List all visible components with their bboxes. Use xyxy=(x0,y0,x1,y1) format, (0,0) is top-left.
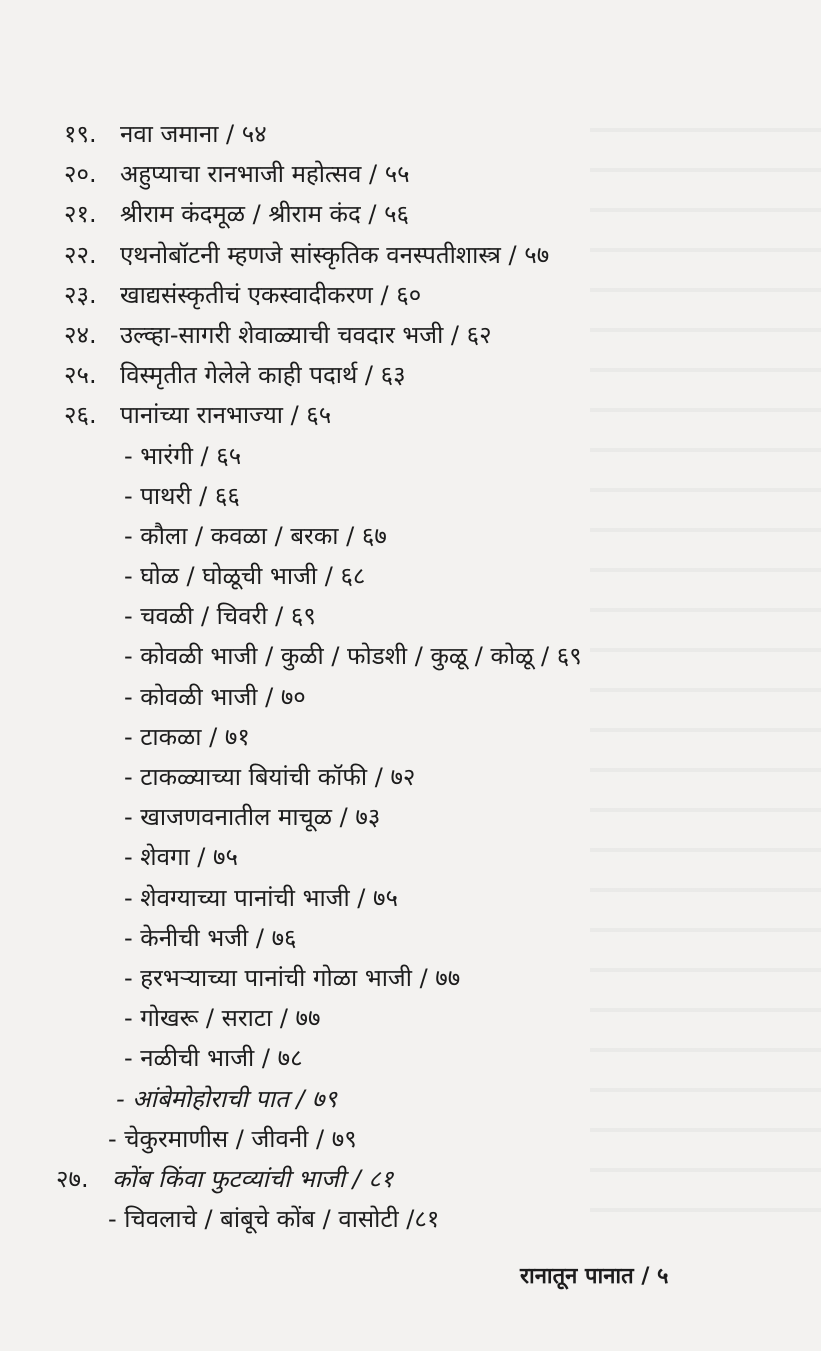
toc-entry-text: कोंब किंवा फुटव्यांची भाजी / ८१ xyxy=(112,1164,394,1193)
toc-entry-text: पानांच्या रानभाज्या / ६५ xyxy=(120,401,332,430)
toc-entry-text: - कौला / कवळा / बरका / ६७ xyxy=(124,521,387,550)
toc-entry-text: - टाकळ्याच्या बियांची कॉफी / ७२ xyxy=(124,763,416,791)
toc-entry xyxy=(0,114,821,154)
toc-entry-text: श्रीराम कंदमूळ / श्रीराम कंद / ५६ xyxy=(120,200,410,229)
toc-entry-text: - खाजणवनातील माचूळ / ७३ xyxy=(124,803,381,832)
page-footer: रानातून पानात / ५ xyxy=(520,1264,669,1289)
toc-entry-text: खाद्यसंस्कृतीचं एकस्वादीकरण / ६० xyxy=(120,280,422,309)
toc-entry-text: - चेकुरमाणीस / जीवनी / ७९ xyxy=(108,1124,357,1153)
toc-sub-entry xyxy=(0,1119,821,1159)
toc-entry-text: - गोखरू / सराटा / ७७ xyxy=(124,1004,321,1033)
toc-sub-entry xyxy=(0,878,821,918)
toc-entry-text: नवा जमाना / ५४ xyxy=(120,120,267,148)
table-of-contents xyxy=(0,114,821,1239)
toc-entry-number: २७. xyxy=(56,1164,89,1193)
toc-entry-number: २२. xyxy=(64,240,97,269)
toc-entry-text: - हरभऱ्याच्या पानांची गोळा भाजी / ७७ xyxy=(124,963,461,992)
toc-entry-text: - केनीची भजी / ७६ xyxy=(124,923,297,952)
toc-sub-entry xyxy=(0,1038,821,1078)
toc-entry-number: २१. xyxy=(64,200,97,229)
toc-sub-entry xyxy=(0,636,821,676)
toc-entry-text: - घोळ / घोळूची भाजी / ६८ xyxy=(124,562,366,591)
toc-sub-entry xyxy=(0,998,821,1038)
toc-entry-text: - नळीची भाजी / ७८ xyxy=(124,1044,303,1073)
toc-entry-text: - शेवग्याच्या पानांची भाजी / ७५ xyxy=(124,883,398,912)
toc-sub-entry xyxy=(0,797,821,837)
toc-entry-text: - आंबेमोहोराची पात / ७९ xyxy=(116,1084,337,1113)
toc-sub-entry xyxy=(0,677,821,717)
toc-entry xyxy=(0,275,821,315)
toc-sub-entry xyxy=(0,436,821,476)
toc-entry-text: - कोवळी भाजी / कुळी / फोडशी / कुळू / कोळू / ६९ xyxy=(124,642,582,671)
toc-entry xyxy=(0,395,821,435)
toc-entry-text: एथनोबॉटनी म्हणजे सांस्कृतिक वनस्पतीशास्त्र / ५७ xyxy=(120,240,550,269)
toc-entry-text: - कोवळी भाजी / ७० xyxy=(124,682,306,711)
toc-sub-entry xyxy=(0,1199,821,1239)
toc-entry-number: २०. xyxy=(64,160,97,189)
toc-entry-text: - चिवलाचे / बांबूचे कोंब / वासोटी /८१ xyxy=(108,1205,440,1234)
toc-entry xyxy=(0,315,821,355)
toc-entry-number: २४. xyxy=(64,320,97,349)
toc-entry-text: - टाकळा / ७१ xyxy=(124,722,250,751)
toc-entry-text: - चवळी / चिवरी / ६९ xyxy=(124,602,316,631)
toc-entry-text: विस्मृतीत गेलेले काही पदार्थ / ६३ xyxy=(120,361,406,390)
toc-entry xyxy=(0,154,821,194)
toc-sub-entry xyxy=(0,918,821,958)
toc-entry xyxy=(0,1159,821,1199)
toc-entry-text: - शेवगा / ७५ xyxy=(124,843,238,872)
toc-entry-text: - पाथरी / ६६ xyxy=(124,481,240,510)
toc-sub-entry xyxy=(0,596,821,636)
toc-sub-entry xyxy=(0,556,821,596)
toc-entry xyxy=(0,235,821,275)
toc-sub-entry xyxy=(0,837,821,877)
toc-entry-text: उल्व्हा-सागरी शेवाळ्याची चवदार भजी / ६२ xyxy=(120,320,492,349)
toc-entry-text: - भारंगी / ६५ xyxy=(124,441,242,470)
toc-sub-entry xyxy=(0,717,821,757)
toc-entry-number: २६. xyxy=(64,401,97,430)
toc-entry xyxy=(0,355,821,395)
toc-entry-number: १९. xyxy=(64,120,97,148)
toc-entry-text: अहुप्याचा रानभाजी महोत्सव / ५५ xyxy=(120,160,410,189)
toc-sub-entry xyxy=(0,958,821,998)
toc-sub-entry xyxy=(0,476,821,516)
toc-sub-entry xyxy=(0,1079,821,1119)
toc-sub-entry xyxy=(0,757,821,797)
toc-sub-entry xyxy=(0,516,821,556)
toc-entry-number: २५. xyxy=(64,361,97,390)
toc-entry xyxy=(0,194,821,234)
toc-entry-number: २३. xyxy=(64,280,97,309)
